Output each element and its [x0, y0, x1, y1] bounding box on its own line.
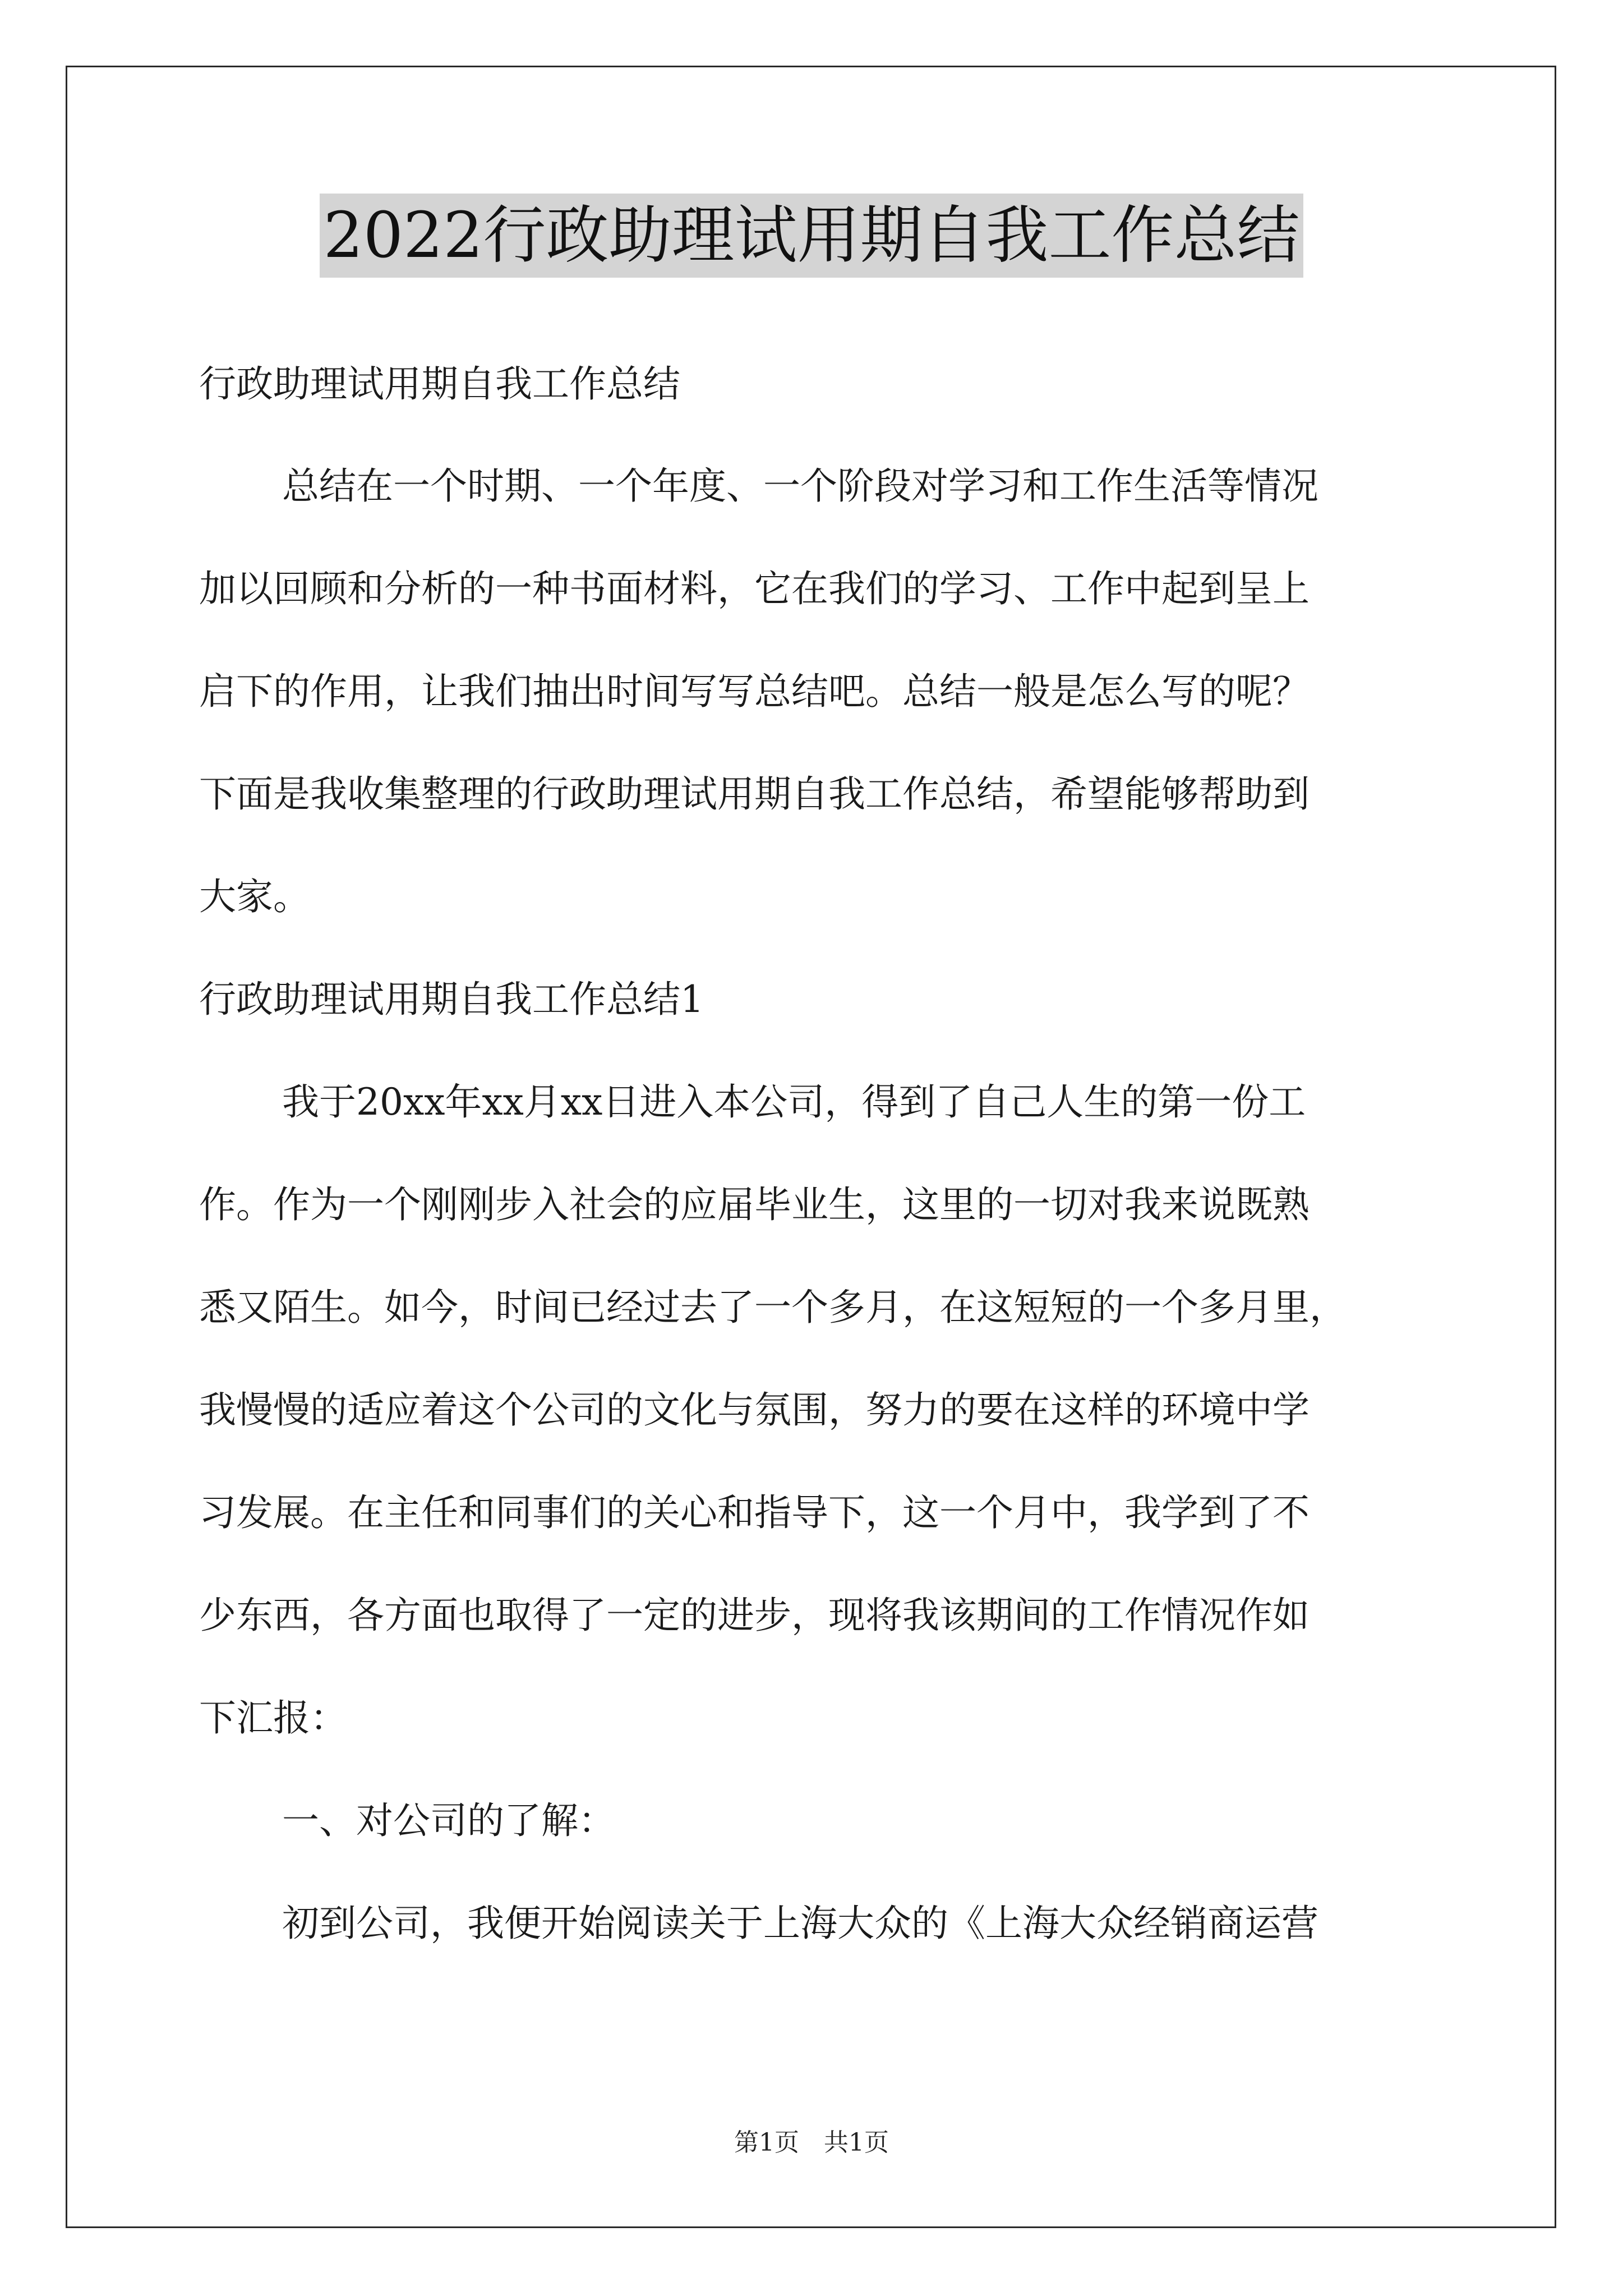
- paragraph-line: 初到公司，我便开始阅读关于上海大众的《上海大众经销商运营: [282, 1902, 1318, 1945]
- paragraph-line: 少东西，各方面也取得了一定的进步，现将我该期间的工作情况作如: [199, 1594, 1310, 1637]
- paragraph-line: 启下的作用，让我们抽出时间写写总结吧。总结一般是怎么写的呢？: [199, 670, 1310, 713]
- paragraph-line: 悉又陌生。如今，时间已经过去了一个多月，在这短短的一个多月里，: [199, 1286, 1347, 1329]
- paragraph-line: 习发展。在主任和同事们的关心和指导下，这一个月中，我学到了不: [199, 1491, 1310, 1534]
- paragraph-line: 大家。: [199, 875, 310, 918]
- paragraph-line: 加以回顾和分析的一种书面材料，它在我们的学习、工作中起到呈上: [199, 567, 1310, 610]
- paragraph-line: 总结在一个时期、一个年度、一个阶段对学习和工作生活等情况: [282, 464, 1318, 508]
- document-title: 2022行政助理试用期自我工作总结: [320, 194, 1303, 278]
- paragraph-line: 下汇报：: [199, 1696, 347, 1740]
- paragraph-line: 作。作为一个刚刚步入社会的应届毕业生，这里的一切对我来说既熟: [199, 1183, 1310, 1226]
- subsection-heading: 一、对公司的了解：: [282, 1799, 615, 1842]
- paragraph-line: 我于20xx年xx月xx日进入本公司，得到了自己人生的第一份工: [282, 1080, 1306, 1124]
- section-heading: 行政助理试用期自我工作总结1: [199, 978, 704, 1021]
- paragraph-line: 我慢慢的适应着这个公司的文化与氛围，努力的要在这样的环境中学: [199, 1388, 1310, 1432]
- page-footer: 第1页 共1页: [734, 2128, 889, 2157]
- paragraph-line: 下面是我收集整理的行政助理试用期自我工作总结，希望能够帮助到: [199, 772, 1310, 816]
- subtitle-line: 行政助理试用期自我工作总结: [199, 362, 680, 406]
- title-container: [0, 194, 1623, 278]
